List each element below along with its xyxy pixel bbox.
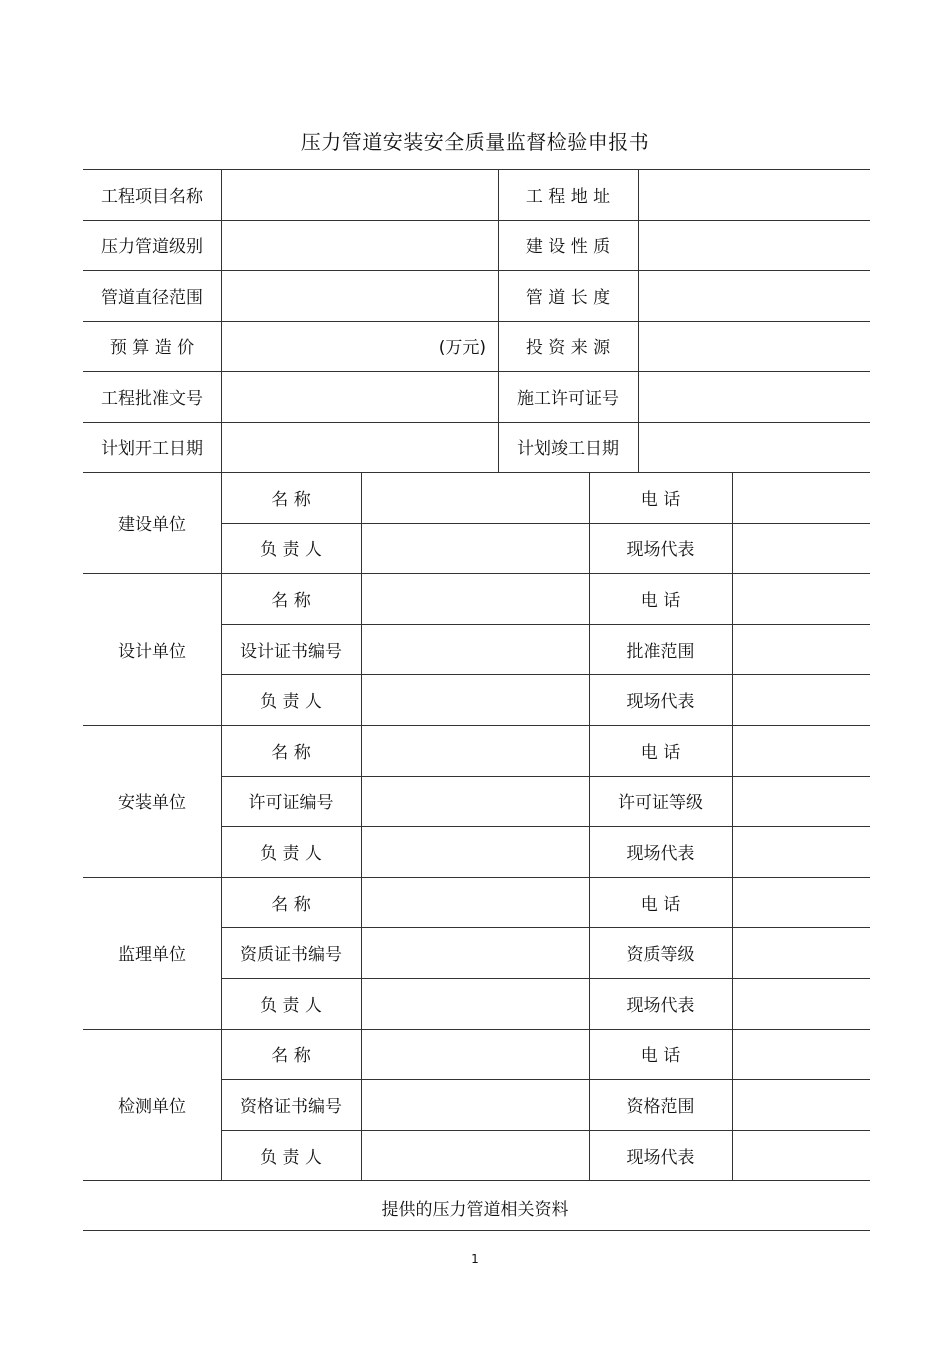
field-label: 管道直径范围 [101, 287, 203, 308]
field-value-input[interactable] [638, 169, 870, 220]
field-value-input[interactable] [221, 220, 498, 271]
field-label: 计划竣工日期 [517, 439, 619, 460]
unit-field-input[interactable] [361, 978, 589, 1029]
unit-field-label: 设计证书编号 [240, 641, 342, 662]
field-label: 计划开工日期 [101, 439, 203, 460]
column-divider [589, 472, 590, 1180]
unit-field-input[interactable] [361, 523, 589, 574]
field-label: 投 资 来 源 [525, 338, 611, 359]
unit-field-input[interactable] [361, 927, 589, 978]
unit-field-input[interactable] [361, 877, 589, 928]
unit-name: 监理单位 [118, 945, 186, 966]
field-label: 施工许可证号 [517, 388, 619, 409]
unit-field-label: 名 称 [271, 489, 311, 510]
unit-field-label: 资格范围 [626, 1096, 695, 1117]
unit-field-label: 名 称 [271, 742, 311, 763]
unit-field-input[interactable] [732, 523, 870, 574]
unit-field-label: 负 责 人 [260, 1147, 322, 1168]
column-divider [732, 472, 733, 1180]
field-value-input[interactable] [638, 270, 870, 321]
field-value-input[interactable] [638, 321, 870, 372]
unit-field-input[interactable] [732, 826, 870, 877]
materials-section-heading: 提供的压力管道相关资料 [381, 1200, 569, 1220]
field-value-input[interactable] [638, 371, 870, 422]
unit-field-label: 电 话 [640, 742, 681, 763]
unit-field-label: 负 责 人 [260, 540, 322, 561]
unit-field-label: 许可证编号 [248, 793, 334, 814]
unit-field-label: 电 话 [640, 489, 681, 510]
column-divider [361, 472, 362, 1180]
unit-field-input[interactable] [732, 978, 870, 1029]
field-value-input[interactable] [221, 270, 498, 321]
unit-name: 设计单位 [118, 641, 186, 662]
unit-field-input[interactable] [361, 674, 589, 725]
unit-field-input[interactable] [732, 674, 870, 725]
unit-field-label: 名 称 [271, 590, 311, 611]
field-label: 工程项目名称 [101, 186, 203, 207]
unit-field-input[interactable] [732, 1029, 870, 1080]
unit-field-input[interactable] [732, 624, 870, 675]
unit-field-input[interactable] [732, 472, 870, 523]
field-value-input[interactable] [221, 169, 498, 220]
unit-field-input[interactable] [732, 927, 870, 978]
unit-field-label: 名 称 [271, 1046, 311, 1067]
field-value-input[interactable] [638, 220, 870, 271]
unit-field-label: 电 话 [640, 590, 681, 611]
field-label: 管 道 长 度 [525, 287, 611, 308]
unit-field-label: 电 话 [640, 1046, 681, 1067]
field-label: 建 设 性 质 [525, 237, 611, 258]
page-number: 1 [471, 1252, 479, 1266]
unit-field-label: 现场代表 [626, 995, 695, 1016]
field-label: 压力管道级别 [101, 237, 203, 258]
field-value-input[interactable]: (万元) [438, 338, 486, 359]
unit-field-input[interactable] [361, 1079, 589, 1130]
unit-field-label: 现场代表 [626, 540, 695, 561]
field-value-input[interactable] [638, 422, 870, 473]
unit-name: 检测单位 [118, 1096, 186, 1117]
unit-field-label: 负 责 人 [260, 843, 322, 864]
unit-field-input[interactable] [732, 877, 870, 928]
unit-field-input[interactable] [732, 1130, 870, 1181]
unit-name: 建设单位 [118, 515, 186, 536]
field-label: 工程批准文号 [101, 388, 203, 409]
unit-field-input[interactable] [361, 624, 589, 675]
unit-name: 安装单位 [118, 793, 186, 814]
unit-field-label: 资质等级 [626, 945, 695, 966]
field-label: 预 算 造 价 [109, 338, 195, 359]
unit-field-label: 资格证书编号 [240, 1096, 342, 1117]
unit-divider [83, 1180, 870, 1181]
unit-field-input[interactable] [732, 776, 870, 827]
unit-field-label: 现场代表 [626, 692, 695, 713]
unit-field-input[interactable] [732, 1079, 870, 1130]
unit-field-input[interactable] [361, 573, 589, 624]
unit-field-input[interactable] [361, 1029, 589, 1080]
unit-field-input[interactable] [361, 472, 589, 523]
unit-field-label: 负 责 人 [260, 995, 322, 1016]
page-title: 压力管道安装安全质量监督检验申报书 [300, 130, 650, 154]
unit-field-label: 名 称 [271, 894, 311, 915]
unit-field-label: 现场代表 [626, 843, 695, 864]
column-divider [221, 472, 222, 1180]
unit-field-label: 负 责 人 [260, 692, 322, 713]
field-value-input[interactable] [221, 422, 498, 473]
unit-field-label: 资质证书编号 [240, 945, 342, 966]
unit-field-input[interactable] [732, 573, 870, 624]
unit-field-input[interactable] [732, 725, 870, 776]
footer-divider [83, 1230, 870, 1231]
unit-field-input[interactable] [361, 776, 589, 827]
unit-field-input[interactable] [361, 725, 589, 776]
unit-field-label: 现场代表 [626, 1147, 695, 1168]
unit-field-label: 批准范围 [626, 641, 695, 662]
field-value-input[interactable] [221, 371, 498, 422]
unit-field-label: 许可证等级 [618, 793, 703, 814]
unit-field-input[interactable] [361, 1130, 589, 1181]
field-label: 工 程 地 址 [525, 186, 611, 207]
unit-field-input[interactable] [361, 826, 589, 877]
unit-field-label: 电 话 [640, 894, 681, 915]
